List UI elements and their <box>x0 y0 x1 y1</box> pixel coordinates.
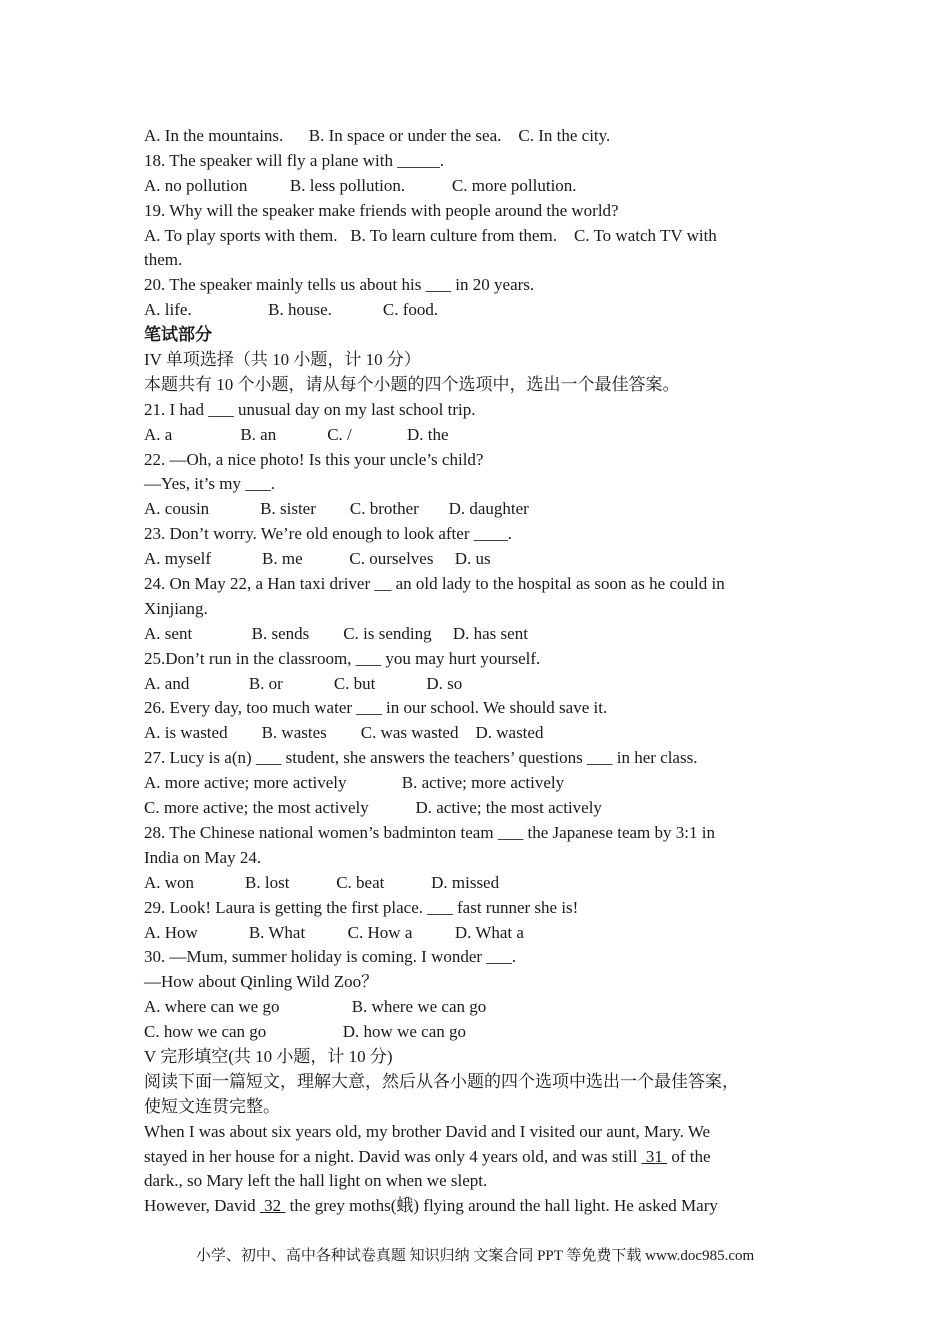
question-22: 22. —Oh, a nice photo! Is this your uncle’s child? <box>144 449 484 469</box>
passage-text: However, David <box>144 1196 260 1216</box>
question-26: 26. Every day, too much water ___ in our school. We should save it. <box>144 698 608 718</box>
options-28: A. won B. lost C. beat D. missed <box>144 872 500 892</box>
question-22-reply: —Yes, it’s my ___. <box>144 474 275 494</box>
question-30-reply: —How about Qinling Wild Zoo？ <box>144 972 379 992</box>
passage-line: dark., so Mary left the hall light on when we slept. <box>144 1171 488 1191</box>
section-iv-title: IV 单项选择（共 10 小题，计 10 分） <box>144 350 421 370</box>
question-27: 27. Lucy is a(n) ___ student, she answers the teachers’ questions ___ in her class. <box>144 748 698 768</box>
question-19: 19. Why will the speaker make friends with people around the world? <box>144 200 619 220</box>
options-24: A. sent B. sends C. is sending D. has sent <box>144 623 528 643</box>
section-v-title: V 完形填空(共 10 小题，计 10 分) <box>144 1046 393 1066</box>
passage-line-blank-32 <box>144 1194 812 1219</box>
options-26: A. is wasted B. wastes C. was wasted D. wasted <box>144 723 544 743</box>
blank-31: 31 <box>641 1146 668 1166</box>
question-24-cont: Xinjiang. <box>144 598 208 618</box>
section-iv-instruction: 本题共有 10 个小题，请从每个小题的四个选项中，选出一个最佳答案。 <box>144 374 680 394</box>
question-28-cont: India on May 24. <box>144 847 262 867</box>
options-19: A. To play sports with them. B. To learn culture from them. C. To watch TV with <box>144 225 717 245</box>
question-20: 20. The speaker mainly tells us about his ___ in 20 years. <box>144 275 535 295</box>
passage-text: the grey moths(蛾) flying around the hall light. He asked Mary <box>285 1196 718 1216</box>
options-30-cd: C. how we can go D. how we can go <box>144 1022 466 1042</box>
options-25: A. and B. or C. but D. so <box>144 673 463 693</box>
page-footer: 小学、初中、高中各种试卷真题 知识归纳 文案合同 PPT 等免费下载 www.doc985.com <box>195 1248 755 1264</box>
options-18: A. no pollution B. less pollution. C. more pollution. <box>144 175 577 195</box>
passage-line: When I was about six years old, my brother David and I visited our aunt, Mary. We <box>144 1121 711 1141</box>
section-v-instruction-cont: 使短文连贯完整。 <box>144 1096 280 1116</box>
options-29: A. How B. What C. How a D. What a <box>144 922 524 942</box>
options-19-cont: them. <box>144 250 183 270</box>
passage-line-blank-31 <box>144 1145 812 1170</box>
question-25: 25.Don’t run in the classroom, ___ you may hurt yourself. <box>144 648 541 668</box>
options-27-ab: A. more active; more actively B. active; more actively <box>144 773 565 793</box>
document-page <box>144 124 812 1219</box>
options-20: A. life. B. house. C. food. <box>144 300 439 320</box>
text-line: A. In the mountains. B. In space or under the sea. C. In the city. <box>144 126 611 145</box>
passage-text: of the <box>667 1146 711 1166</box>
section-heading-written: 笔试部分 <box>144 325 212 345</box>
options-27-cd: C. more active; the most actively D. active; the most actively <box>144 798 602 818</box>
options-30-ab: A. where can we go B. where we can go <box>144 997 487 1017</box>
blank-32: 32 <box>259 1196 286 1216</box>
question-21: 21. I had ___ unusual day on my last school trip. <box>144 399 476 419</box>
question-24: 24. On May 22, a Han taxi driver __ an old lady to the hospital as soon as he could in <box>144 574 725 594</box>
section-v-instruction: 阅读下面一篇短文，理解大意，然后从各小题的四个选项中选出一个最佳答案， <box>144 1071 739 1091</box>
question-29: 29. Look! Laura is getting the first place. ___ fast runner she is! <box>144 897 579 917</box>
question-28: 28. The Chinese national women’s badminton team ___ the Japanese team by 3:1 in <box>144 822 715 842</box>
options-23: A. myself B. me C. ourselves D. us <box>144 549 491 569</box>
options-21: A. a B. an C. / D. the <box>144 424 449 444</box>
options-22: A. cousin B. sister C. brother D. daughter <box>144 499 529 519</box>
passage-text: stayed in her house for a night. David was only 4 years old, and was still <box>144 1146 642 1166</box>
question-30: 30. —Mum, summer holiday is coming. I wonder ___. <box>144 947 517 967</box>
question-23: 23. Don’t worry. We’re old enough to look after ____. <box>144 524 512 544</box>
question-18: 18. The speaker will fly a plane with _____. <box>144 150 444 170</box>
